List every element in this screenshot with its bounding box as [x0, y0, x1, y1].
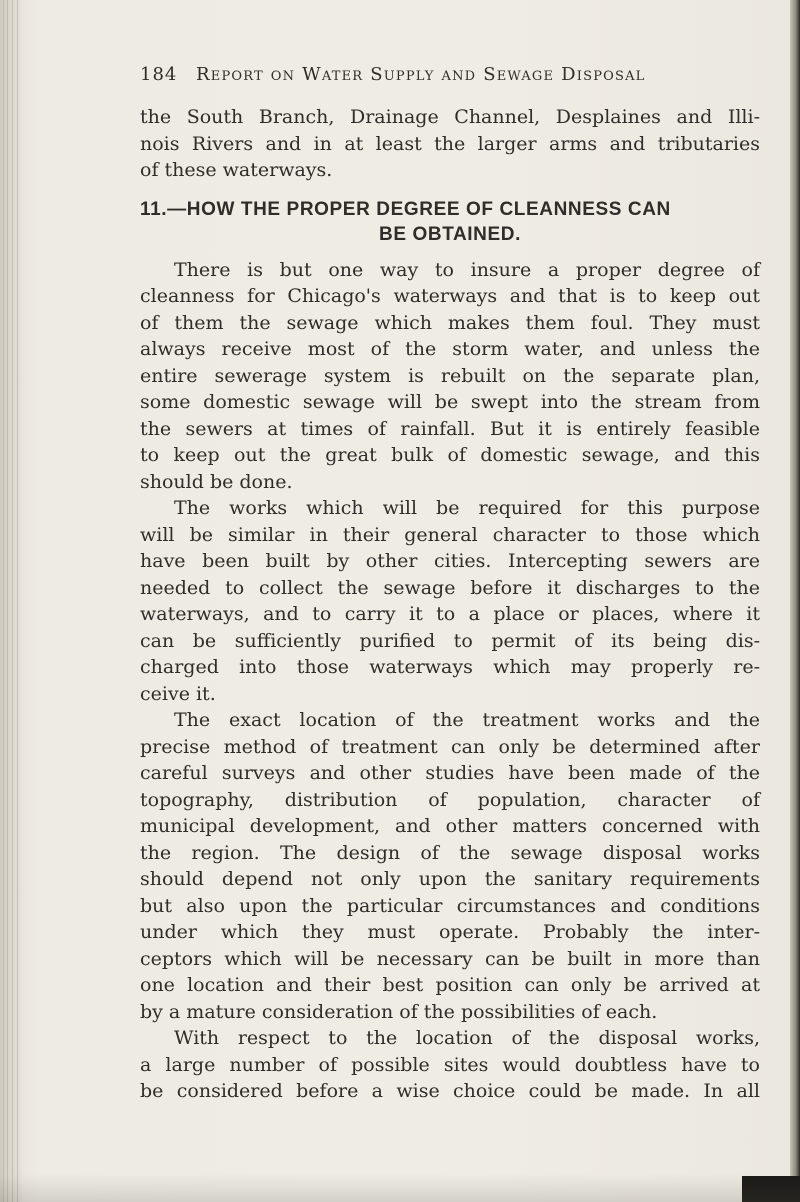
text-line: careful surveys and other studies have been made of the: [140, 762, 760, 784]
paragraph-1: [140, 257, 760, 496]
text-line: can be sufficiently purified to permit of its being dis-: [140, 629, 760, 652]
text-line: have been built by other cities. Intercepting sewers are: [140, 550, 760, 572]
text-line: should be done.: [140, 470, 293, 493]
text-line: should depend not only upon the sanitary requirements: [140, 868, 760, 890]
text-line: the sewers at times of rainfall. But it is entirely feasible: [140, 417, 760, 440]
text-line: the region. The design of the sewage disposal works: [140, 841, 760, 864]
running-title: Report on Water Supply and Sewage Disposal: [196, 64, 646, 85]
section-heading: [140, 197, 760, 247]
paragraph-3: [140, 707, 760, 1025]
page-edge-shadow: [790, 0, 800, 1202]
text-line: waterways, and to carry it to a place or places, where it: [140, 603, 760, 625]
text-line: one location and their best position can only be arrived at: [140, 974, 760, 996]
text-line: With respect to the location of the disposal works,: [174, 1027, 760, 1049]
text-line: The exact location of the treatment works and the: [174, 709, 760, 731]
text-line: the South Branch, Drainage Channel, Desplaines and Illi-: [140, 106, 760, 128]
text-line: by a mature consideration of the possibilities of each.: [140, 1000, 658, 1023]
text-line: municipal development, and other matters concerned with: [140, 815, 760, 837]
text-line: needed to collect the sewage before it discharges to the: [140, 576, 760, 599]
page-number: 184: [140, 64, 178, 85]
text-line: The works which will be required for this purpose: [174, 497, 760, 519]
text-line: of them the sewage which makes them foul. They must: [140, 311, 760, 334]
text-line: under which they must operate. Probably the inter-: [140, 921, 760, 943]
text-line: some domestic sewage will be swept into the stream from: [140, 391, 760, 413]
paragraph-continued: [140, 104, 760, 184]
text-line: be considered before a wise choice could be made. In all: [140, 1080, 760, 1102]
binding-gutter: [0, 0, 22, 1202]
text-line: of these waterways.: [140, 159, 333, 181]
text-line: nois Rivers and in at least the larger arms and tributaries: [140, 132, 760, 155]
text-line: ceptors which will be necessary can be built in more than: [140, 947, 760, 970]
bottom-shadow: [0, 1174, 800, 1202]
paragraph-4: [140, 1025, 760, 1105]
paragraph-2: [140, 495, 760, 707]
section-heading-line-1: 11.—HOW THE PROPER DEGREE OF CLEANNESS CAN: [140, 198, 671, 220]
text-line: always receive most of the storm water, and unless the: [140, 338, 760, 360]
text-line: There is but one way to insure a proper degree of: [174, 258, 760, 281]
text-line: charged into those waterways which may properly re-: [140, 656, 760, 678]
text-line: cleanness for Chicago's waterways and that is to keep out: [140, 285, 760, 307]
text-line: topography, distribution of population, character of: [140, 788, 760, 811]
text-line: will be similar in their general character to those which: [140, 523, 760, 546]
running-header: [140, 64, 780, 90]
text-line: entire sewerage system is rebuilt on the separate plan,: [140, 364, 760, 387]
text-line: ceive it.: [140, 682, 216, 705]
section-heading-line-2: BE OBTAINED.: [379, 223, 521, 245]
text-line: but also upon the particular circumstances and conditions: [140, 894, 760, 917]
text-line: precise method of treatment can only be determined after: [140, 735, 760, 758]
body-text: [140, 104, 760, 1105]
text-line: a large number of possible sites would doubtless have to: [140, 1053, 760, 1076]
text-line: to keep out the great bulk of domestic sewage, and this: [140, 444, 760, 466]
